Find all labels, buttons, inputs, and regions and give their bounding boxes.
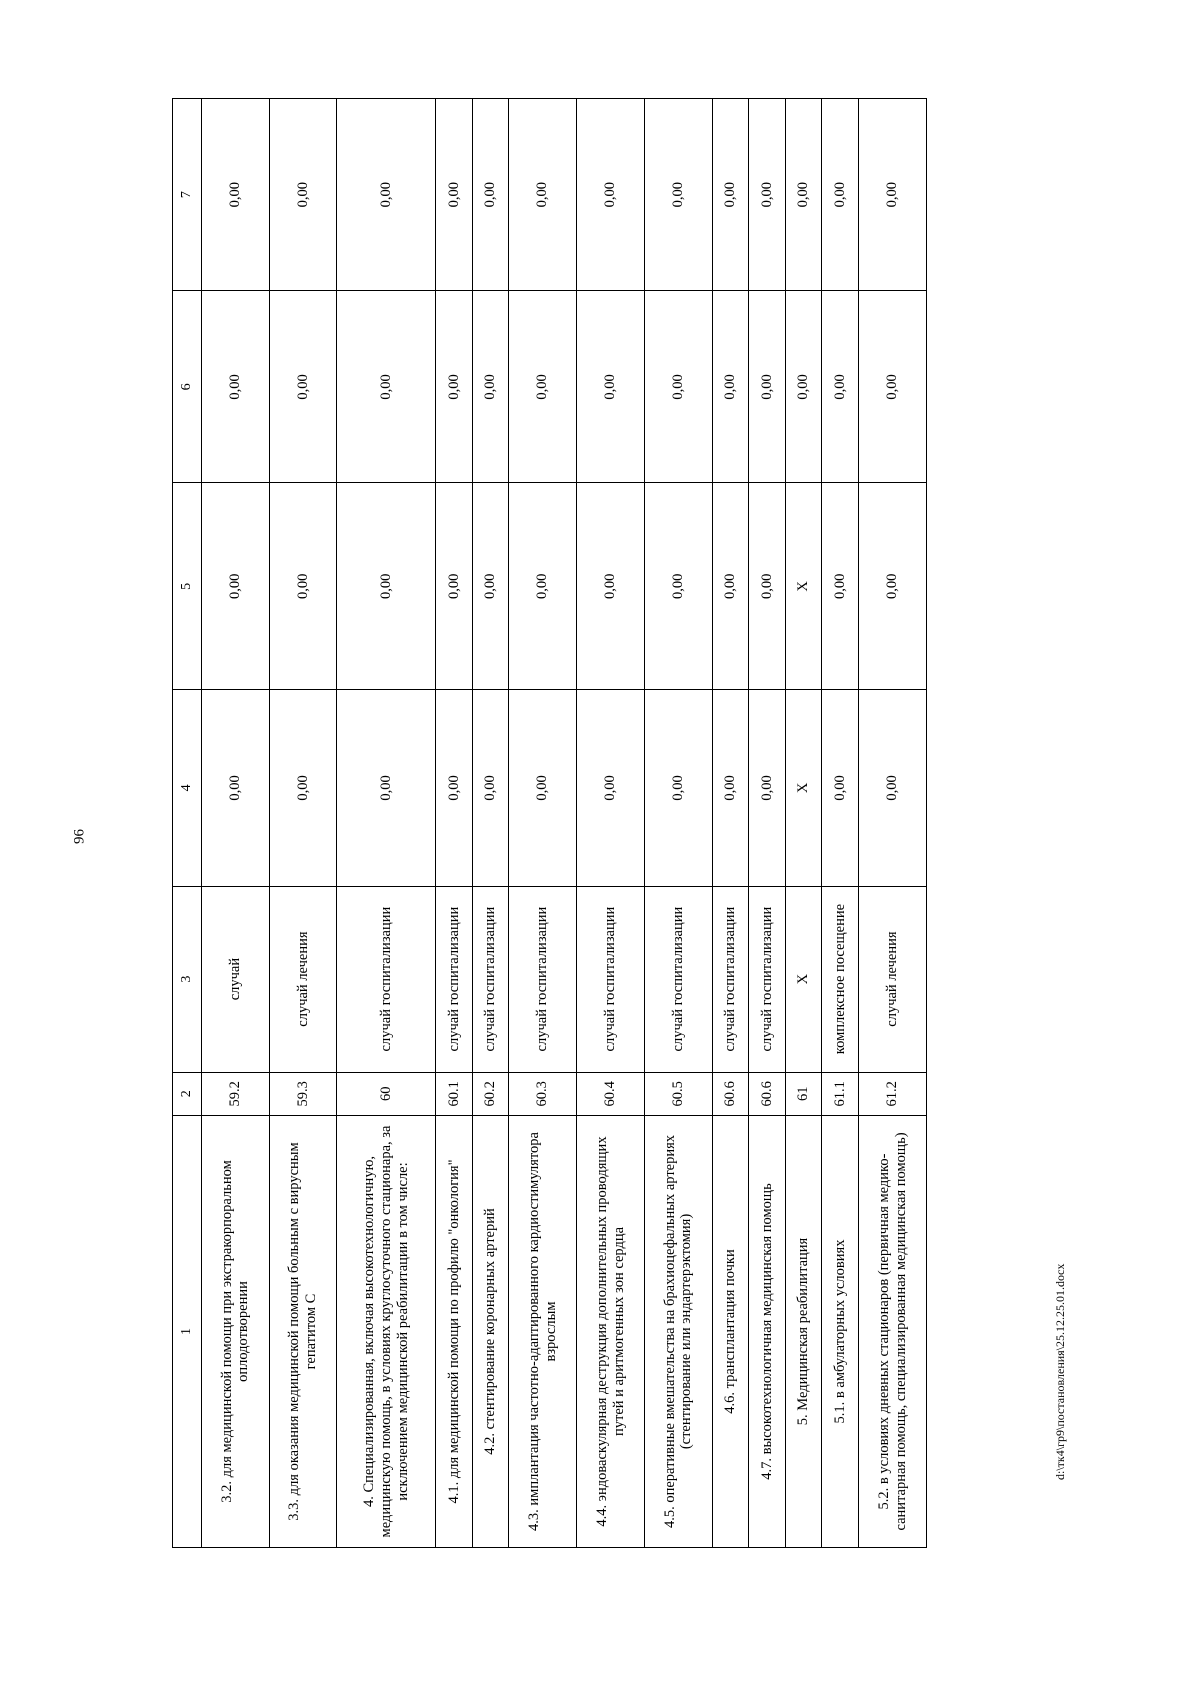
table-row — [472, 99, 509, 1548]
row-description: 3.2. для медицинской помощи при экстракорпоральном оплодотворении — [202, 1116, 270, 1548]
row-value-col6: 0,00 — [644, 291, 712, 483]
row-unit: случай госпитализации — [712, 886, 749, 1072]
row-value-col5: 0,00 — [822, 483, 859, 690]
table-row — [822, 99, 859, 1548]
row-value-col4: 0,00 — [749, 690, 786, 886]
row-line-number: 60 — [337, 1072, 436, 1115]
row-value-col7: 0,00 — [472, 99, 509, 291]
column-header: 2 — [173, 1072, 202, 1115]
row-unit: случай госпитализации — [749, 886, 786, 1072]
row-value-col7: 0,00 — [436, 99, 473, 291]
row-value-col4: 0,00 — [202, 690, 270, 886]
row-value-col4: 0,00 — [509, 690, 577, 886]
row-value-col5: 0,00 — [202, 483, 270, 690]
row-unit: случай госпитализации — [337, 886, 436, 1072]
column-header: 6 — [173, 291, 202, 483]
row-value-col4: 0,00 — [436, 690, 473, 886]
table-row — [436, 99, 473, 1548]
row-value-col5: 0,00 — [859, 483, 927, 690]
row-value-col6: 0,00 — [472, 291, 509, 483]
row-line-number: 60.6 — [749, 1072, 786, 1115]
row-value-col4: 0,00 — [337, 690, 436, 886]
table-row — [577, 99, 645, 1548]
row-description: 4.7. высокотехнологичная медицинская помощь — [749, 1116, 786, 1548]
table-header-row — [173, 99, 202, 1548]
row-value-col6: 0,00 — [712, 291, 749, 483]
row-unit: случай — [202, 886, 270, 1072]
data-table — [172, 98, 927, 1548]
row-value-col7: 0,00 — [859, 99, 927, 291]
row-value-col4: 0,00 — [577, 690, 645, 886]
table-body — [202, 99, 927, 1548]
row-value-col5: 0,00 — [269, 483, 337, 690]
row-line-number: 61.1 — [822, 1072, 859, 1115]
row-description: 5.1. в амбулаторных условиях — [822, 1116, 859, 1548]
page-number: 96 — [71, 829, 88, 844]
row-unit: случай госпитализации — [644, 886, 712, 1072]
table-row — [202, 99, 270, 1548]
row-value-col7: 0,00 — [644, 99, 712, 291]
row-description: 4.1. для медицинской помощи по профилю "онкология" — [436, 1116, 473, 1548]
row-line-number: 60.2 — [472, 1072, 509, 1115]
row-description: 4.4. эндоваскулярная деструкция дополнительных проводящих путей и аритмогенных зон сердца — [577, 1116, 645, 1548]
row-value-col6: 0,00 — [577, 291, 645, 483]
table-row — [509, 99, 577, 1548]
row-value-col6: 0,00 — [749, 291, 786, 483]
row-value-col7: 0,00 — [749, 99, 786, 291]
row-value-col6: 0,00 — [785, 291, 822, 483]
row-line-number: 61.2 — [859, 1072, 927, 1115]
row-unit: случай госпитализации — [472, 886, 509, 1072]
row-value-col5: Х — [785, 483, 822, 690]
column-header: 7 — [173, 99, 202, 291]
row-value-col6: 0,00 — [269, 291, 337, 483]
row-value-col7: 0,00 — [712, 99, 749, 291]
data-table-container — [172, 98, 927, 1548]
row-value-col4: 0,00 — [472, 690, 509, 886]
row-value-col7: 0,00 — [577, 99, 645, 291]
row-value-col4: 0,00 — [712, 690, 749, 886]
row-value-col5: 0,00 — [509, 483, 577, 690]
row-value-col7: 0,00 — [822, 99, 859, 291]
row-value-col5: 0,00 — [749, 483, 786, 690]
row-value-col5: 0,00 — [436, 483, 473, 690]
column-header: 5 — [173, 483, 202, 690]
row-unit: случай лечения — [859, 886, 927, 1072]
row-unit: Х — [785, 886, 822, 1072]
row-value-col4: Х — [785, 690, 822, 886]
row-value-col6: 0,00 — [509, 291, 577, 483]
row-value-col4: 0,00 — [644, 690, 712, 886]
row-value-col7: 0,00 — [269, 99, 337, 291]
row-value-col6: 0,00 — [859, 291, 927, 483]
row-value-col7: 0,00 — [509, 99, 577, 291]
row-line-number: 60.3 — [509, 1072, 577, 1115]
row-value-col7: 0,00 — [337, 99, 436, 291]
row-value-col5: 0,00 — [712, 483, 749, 690]
row-description: 4.2. стентирование коронарных артерий — [472, 1116, 509, 1548]
column-header: 3 — [173, 886, 202, 1072]
row-line-number: 60.1 — [436, 1072, 473, 1115]
row-value-col7: 0,00 — [202, 99, 270, 291]
table-row — [269, 99, 337, 1548]
row-description: 5.2. в условиях дневных стационаров (первичная медико-санитарная помощь, специализированная медицинская помощь) — [859, 1116, 927, 1548]
row-value-col6: 0,00 — [436, 291, 473, 483]
row-line-number: 60.4 — [577, 1072, 645, 1115]
column-header: 4 — [173, 690, 202, 886]
row-value-col4: 0,00 — [859, 690, 927, 886]
table-row — [859, 99, 927, 1548]
column-header: 1 — [173, 1116, 202, 1548]
row-value-col5: 0,00 — [472, 483, 509, 690]
table-row — [337, 99, 436, 1548]
row-value-col6: 0,00 — [337, 291, 436, 483]
row-value-col4: 0,00 — [269, 690, 337, 886]
table-row — [785, 99, 822, 1548]
row-description: 4.3. имплантация частотно-адаптированного кардиостимулятора взрослым — [509, 1116, 577, 1548]
row-description: 3.3. для оказания медицинской помощи больным с вирусным гепатитом С — [269, 1116, 337, 1548]
row-line-number: 60.6 — [712, 1072, 749, 1115]
row-line-number: 60.5 — [644, 1072, 712, 1115]
row-description: 4.6. трансплантация почки — [712, 1116, 749, 1548]
row-value-col6: 0,00 — [822, 291, 859, 483]
row-value-col7: 0,00 — [785, 99, 822, 291]
row-unit: случай лечения — [269, 886, 337, 1072]
row-line-number: 59.2 — [202, 1072, 270, 1115]
row-unit: случай госпитализации — [577, 886, 645, 1072]
table-row — [644, 99, 712, 1548]
row-description: 5. Медицинская реабилитация — [785, 1116, 822, 1548]
row-value-col5: 0,00 — [644, 483, 712, 690]
row-value-col5: 0,00 — [337, 483, 436, 690]
row-line-number: 61 — [785, 1072, 822, 1115]
table-row — [749, 99, 786, 1548]
row-unit: случай госпитализации — [509, 886, 577, 1072]
row-unit: случай госпитализации — [436, 886, 473, 1072]
row-unit: комплексное посещение — [822, 886, 859, 1072]
row-line-number: 59.3 — [269, 1072, 337, 1115]
row-value-col5: 0,00 — [577, 483, 645, 690]
table-row — [712, 99, 749, 1548]
row-description: 4. Специализированная, включая высокотехнологичную, медицинскую помощь, в условиях круглосуточного стационара, за исключением медицинской реабилитации в том числе: — [337, 1116, 436, 1548]
row-value-col4: 0,00 — [822, 690, 859, 886]
row-description: 4.5. оперативные вмешательства на брахиоцефальных артериях (стентирование или эндартерэктомия) — [644, 1116, 712, 1548]
row-value-col6: 0,00 — [202, 291, 270, 483]
footer-file-path: d:\тк4\гр9\постановления\25.12.25.01.docx — [1053, 1263, 1067, 1480]
